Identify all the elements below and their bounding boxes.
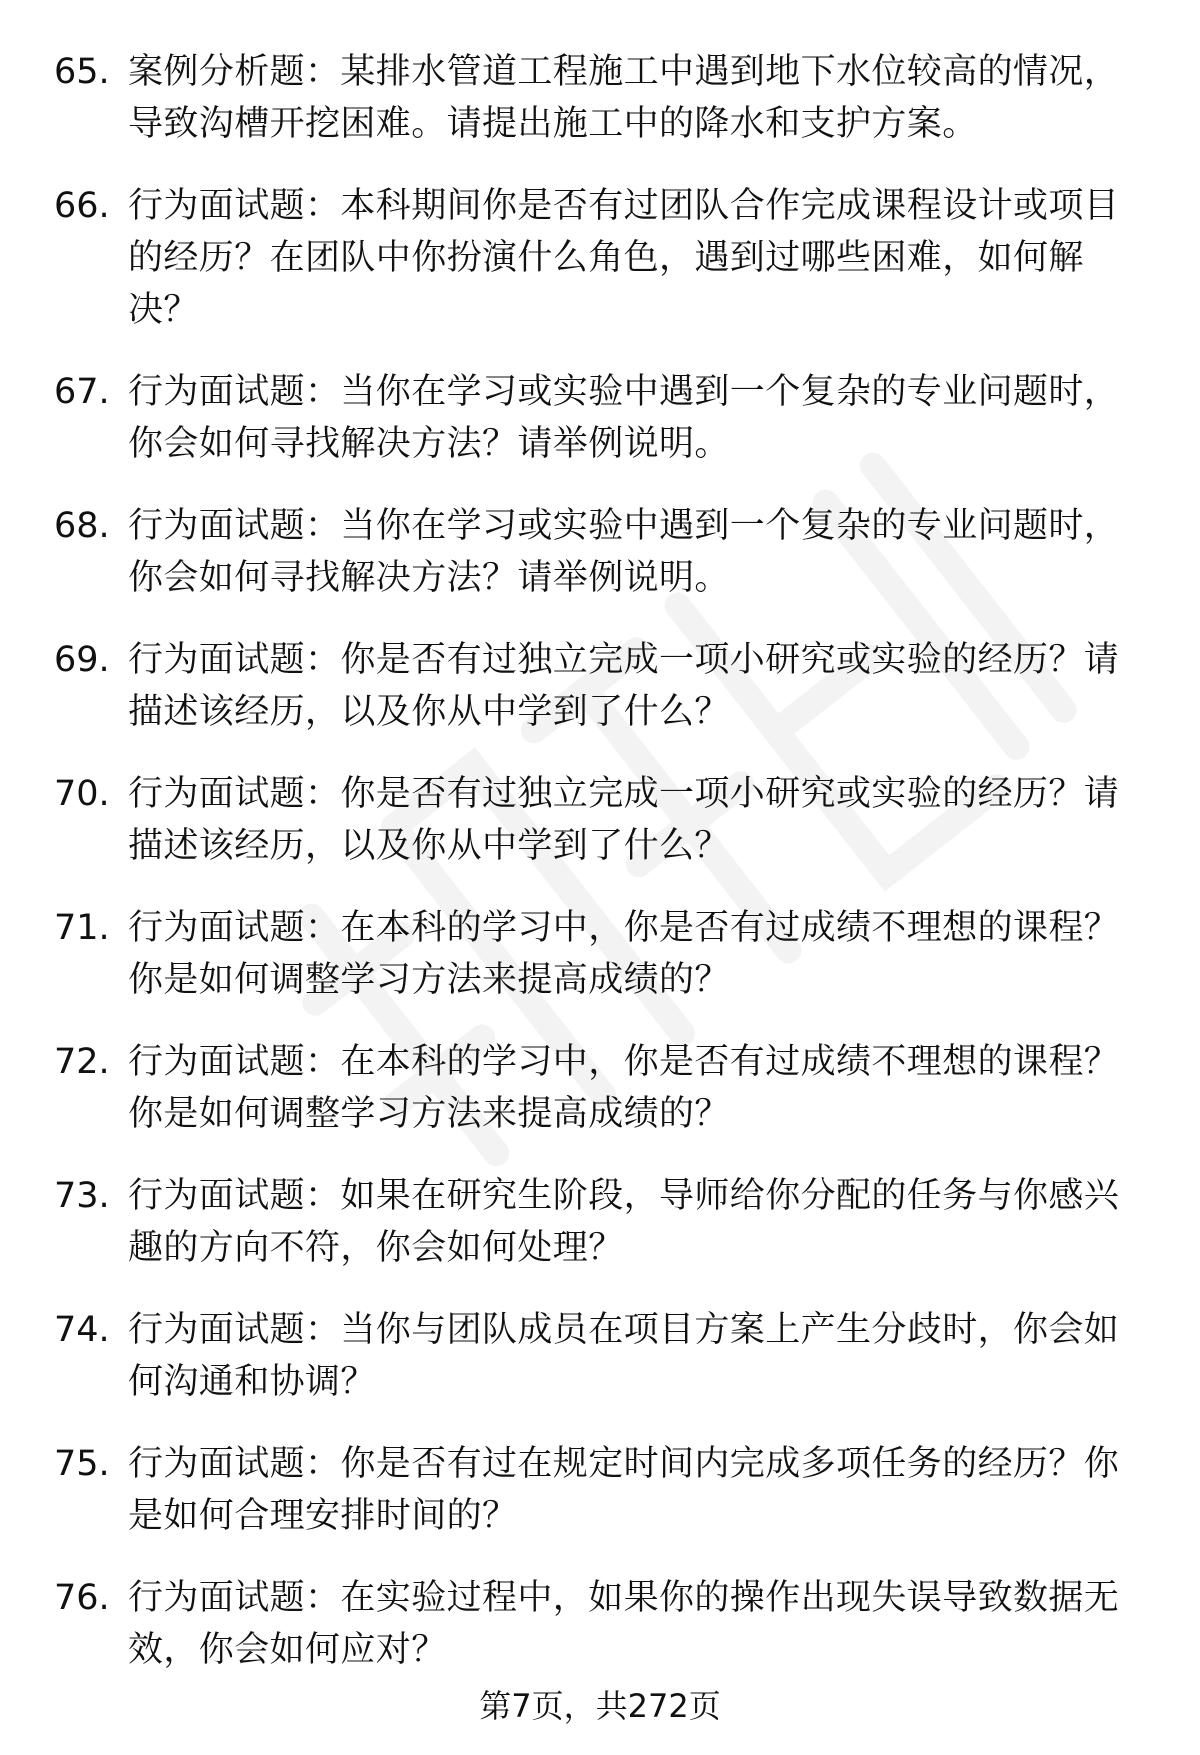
question-text: 行为面试题：在本科的学习中，你是否有过成绩不理想的课程？你是如何调整学习方法来提高成绩的？	[128, 1042, 1120, 1134]
question-text: 行为面试题：在实验过程中，如果你的操作出现失误导致数据无效，你会如何应对？	[128, 1578, 1120, 1670]
question-number: 76.	[54, 1578, 110, 1618]
question-number: 69.	[54, 640, 110, 680]
question-text: 案例分析题：某排水管道工程施工中遇到地下水位较高的情况，导致沟槽开挖困难。请提出施工中的降水和支护方案。	[128, 52, 1120, 144]
question-text: 行为面试题：你是否有过独立完成一项小研究或实验的经历？请描述该经历，以及你从中学到了什么？	[128, 774, 1120, 866]
question-item	[0, 902, 1200, 1006]
question-text: 行为面试题：本科期间你是否有过团队合作完成课程设计或项目的经历？在团队中你扮演什么角色，遇到过哪些困难，如何解决？	[128, 186, 1120, 330]
question-item	[0, 768, 1200, 872]
question-item	[0, 366, 1200, 470]
question-text: 行为面试题：当你在学习或实验中遇到一个复杂的专业问题时，你会如何寻找解决方法？请举例说明。	[128, 372, 1120, 464]
question-item	[0, 1572, 1200, 1676]
question-number: 74.	[54, 1310, 110, 1350]
question-number: 72.	[54, 1042, 110, 1082]
question-text: 行为面试题：你是否有过独立完成一项小研究或实验的经历？请描述该经历，以及你从中学到了什么？	[128, 640, 1120, 732]
question-text: 行为面试题：在本科的学习中，你是否有过成绩不理想的课程？你是如何调整学习方法来提高成绩的？	[128, 908, 1120, 1000]
question-number: 75.	[54, 1444, 110, 1484]
question-text: 行为面试题：当你与团队成员在项目方案上产生分歧时，你会如何沟通和协调？	[128, 1310, 1120, 1402]
question-item	[0, 1438, 1200, 1542]
question-text: 行为面试题：当你在学习或实验中遇到一个复杂的专业问题时，你会如何寻找解决方法？请举例说明。	[128, 506, 1120, 598]
question-item	[0, 180, 1200, 336]
question-item	[0, 1170, 1200, 1274]
question-number: 65.	[54, 52, 110, 92]
question-item	[0, 634, 1200, 738]
question-item	[0, 500, 1200, 604]
question-number: 70.	[54, 774, 110, 814]
question-number: 66.	[54, 186, 110, 226]
question-text: 行为面试题：你是否有过在规定时间内完成多项任务的经历？你是如何合理安排时间的？	[128, 1444, 1120, 1536]
question-number: 71.	[54, 908, 110, 948]
question-number: 73.	[54, 1176, 110, 1216]
question-item	[0, 1036, 1200, 1140]
question-text: 行为面试题：如果在研究生阶段，导师给你分配的任务与你感兴趣的方向不符，你会如何处理？	[128, 1176, 1120, 1268]
question-item	[0, 1304, 1200, 1408]
question-list	[0, 46, 1200, 1706]
question-item	[0, 46, 1200, 150]
page-footer: 第7页，共272页	[479, 1687, 721, 1725]
question-number: 68.	[54, 506, 110, 546]
question-number: 67.	[54, 372, 110, 412]
